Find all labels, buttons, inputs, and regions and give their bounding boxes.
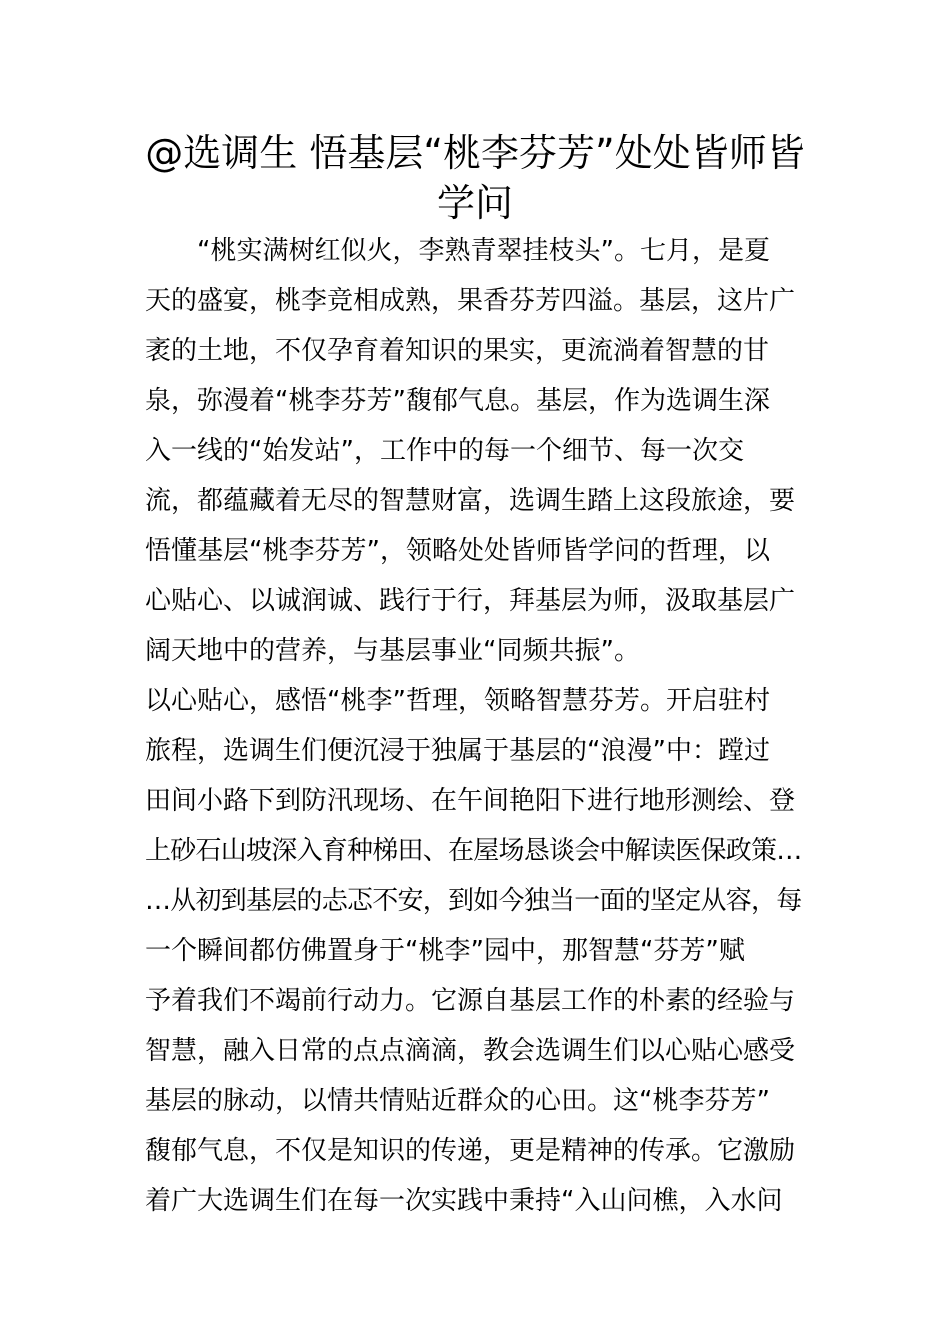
text-line: 天的盛宴，桃李竞相成熟，果香芬芳四溢。基层，这片广 — [145, 286, 796, 316]
text-line: 着广大选调生们在每一次实践中秉持“入山问樵，入水问 — [145, 1186, 783, 1216]
text-line: 阔天地中的营养，与基层事业“同频共振”。 — [145, 636, 640, 666]
text-line: 悟懂基层“桃李芬芳”，领略处处皆师皆学问的哲理，以 — [145, 536, 770, 566]
text-line: “桃实满树红似火，李熟青翠挂枝头”。七月，是夏 — [145, 236, 770, 266]
text-line: 馥郁气息，不仅是知识的传递，更是精神的传承。它激励 — [145, 1136, 796, 1166]
text-line: 基层的脉动，以情共情贴近群众的心田。这“桃李芬芳” — [145, 1086, 770, 1116]
text-line: 田间小路下到防汛现场、在午间艳阳下进行地形测绘、登 — [145, 786, 796, 816]
title-line: 学问 — [436, 181, 513, 225]
text-line: 予着我们不竭前行动力。它源自基层工作的朴素的经验与 — [145, 986, 796, 1016]
text-line: 旅程，选调生们便沉浸于独属于基层的“浪漫”中：蹚过 — [145, 736, 770, 766]
paragraph-intro — [145, 226, 807, 676]
text-line: 一个瞬间都仿佛置身于“桃李”园中，那智慧“芬芳”赋 — [145, 936, 745, 966]
text-line: …从初到基层的忐忑不安，到如今独当一面的坚定从容，每 — [145, 886, 802, 916]
text-line: 上砂石山坡深入育种梯田、在屋场恳谈会中解读医保政策… — [145, 836, 802, 866]
text-line: 以心贴心，感悟“桃李”哲理，领略智慧芬芳。开启驻村 — [145, 686, 770, 716]
text-line: 心贴心、以诚润诚、践行于行，拜基层为师，汲取基层广 — [145, 586, 796, 616]
article-title — [140, 128, 810, 228]
title-line: @选调生 悟基层“桃李芬芳”处处皆师皆 — [145, 131, 805, 175]
text-line: 入一线的“始发站”，工作中的每一个细节、每一次交 — [145, 436, 744, 466]
text-line: 智慧，融入日常的点点滴滴，教会选调生们以心贴心感受 — [145, 1036, 796, 1066]
text-line: 袤的土地，不仅孕育着知识的果实，更流淌着智慧的甘 — [145, 336, 770, 366]
text-line: 泉，弥漫着“桃李芬芳”馥郁气息。基层，作为选调生深 — [145, 386, 770, 416]
text-line: 流，都蕴藏着无尽的智慧财富，选调生踏上这段旅途，要 — [145, 486, 796, 516]
paragraph-section-1 — [145, 676, 807, 1226]
